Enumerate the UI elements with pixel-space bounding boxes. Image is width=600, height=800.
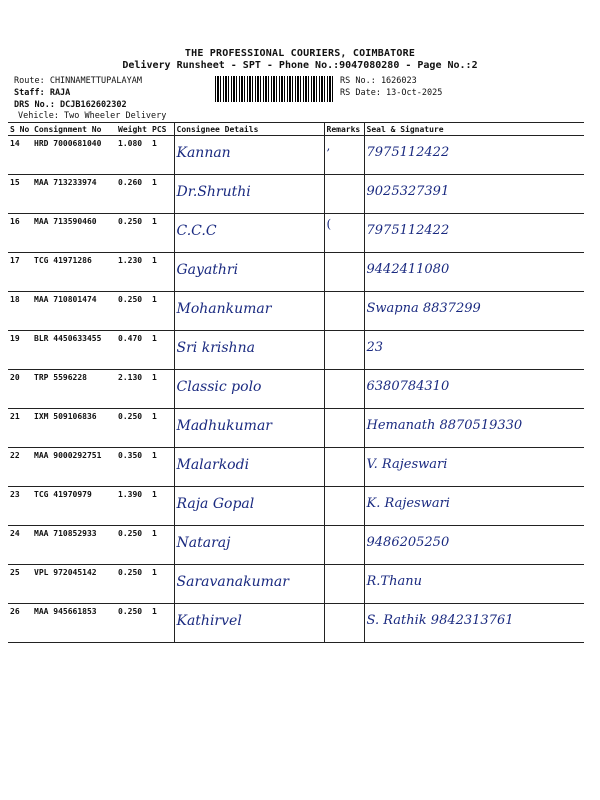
- cell-signature: [364, 214, 584, 253]
- handwritten-signature: 7975112422: [366, 223, 450, 238]
- cell-sno: 19: [8, 331, 32, 370]
- cell-pcs: 1: [150, 448, 174, 487]
- cell-signature: [364, 409, 584, 448]
- cell-weight: 0.350: [116, 448, 150, 487]
- table-row: [8, 370, 584, 409]
- company-title: THE PROFESSIONAL COURIERS, COIMBATORE: [184, 48, 416, 59]
- handwritten-signature: 6380784310: [366, 379, 450, 394]
- cell-weight: 1.230: [116, 253, 150, 292]
- cell-sno: 20: [8, 370, 32, 409]
- handwritten-consignee: Raja Gopal: [176, 496, 255, 512]
- cell-signature: [364, 331, 584, 370]
- col-sno: S No: [8, 123, 32, 136]
- handwritten-consignee: Nataraj: [176, 535, 231, 551]
- cell-consignment: MAA 9000292751: [32, 448, 116, 487]
- handwritten-signature: 7975112422: [366, 145, 450, 160]
- cell-remark: [324, 409, 364, 448]
- col-consignment: Consignment No: [32, 123, 116, 136]
- col-signature: Seal & Signature: [364, 123, 584, 136]
- cell-pcs: 1: [150, 253, 174, 292]
- table-row: [8, 292, 584, 331]
- cell-weight: 0.250: [116, 409, 150, 448]
- cell-sno: 25: [8, 565, 32, 604]
- col-consignee: Consignee Details: [174, 123, 324, 136]
- cell-sno: 17: [8, 253, 32, 292]
- staff-label: Staff: RAJA: [14, 88, 71, 98]
- cell-remark: [324, 565, 364, 604]
- cell-weight: 1.390: [116, 487, 150, 526]
- handwritten-consignee: Kannan: [176, 145, 231, 161]
- cell-pcs: 1: [150, 214, 174, 253]
- cell-remark: [324, 526, 364, 565]
- handwritten-consignee: Sri krishna: [176, 340, 255, 356]
- cell-weight: 2.130: [116, 370, 150, 409]
- cell-sno: 18: [8, 292, 32, 331]
- cell-signature: [364, 526, 584, 565]
- cell-pcs: 1: [150, 331, 174, 370]
- cell-consignee: [174, 292, 324, 331]
- table-row: [8, 175, 584, 214]
- cell-signature: [364, 565, 584, 604]
- cell-pcs: 1: [150, 292, 174, 331]
- cell-pcs: 1: [150, 604, 174, 643]
- cell-signature: [364, 136, 584, 175]
- cell-consignee: [174, 136, 324, 175]
- handwritten-signature: S. Rathik 9842313761: [366, 613, 514, 628]
- cell-remark: [324, 292, 364, 331]
- cell-consignment: MAA 713233974: [32, 175, 116, 214]
- cell-signature: [364, 487, 584, 526]
- cell-consignee: [174, 214, 324, 253]
- handwritten-signature: Swapna 8837299: [366, 301, 481, 316]
- cell-sno: 26: [8, 604, 32, 643]
- cell-signature: [364, 175, 584, 214]
- cell-weight: 0.250: [116, 604, 150, 643]
- cell-remark: [324, 175, 364, 214]
- cell-weight: 0.470: [116, 331, 150, 370]
- cell-remark: [324, 253, 364, 292]
- cell-consignment: TCG 41970979: [32, 487, 116, 526]
- col-remarks: Remarks: [324, 123, 364, 136]
- cell-consignee: [174, 448, 324, 487]
- cell-weight: 0.250: [116, 292, 150, 331]
- handwritten-remark: ,: [326, 139, 331, 153]
- table-row: [8, 526, 584, 565]
- cell-sno: 15: [8, 175, 32, 214]
- cell-signature: [364, 604, 584, 643]
- handwritten-consignee: Madhukumar: [176, 418, 272, 434]
- cell-sno: 16: [8, 214, 32, 253]
- cell-consignment: HRD 7000681040: [32, 136, 116, 175]
- cell-pcs: 1: [150, 565, 174, 604]
- cell-consignee: [174, 604, 324, 643]
- cell-consignee: [174, 409, 324, 448]
- cell-consignee: [174, 526, 324, 565]
- runsheet-table: [8, 122, 584, 643]
- cell-signature: [364, 253, 584, 292]
- handwritten-consignee: Kathirvel: [176, 613, 242, 629]
- col-pcs: PCS: [150, 123, 174, 136]
- handwritten-consignee: Saravanakumar: [176, 574, 289, 590]
- cell-weight: 0.260: [116, 175, 150, 214]
- cell-consignment: TRP 5596228: [32, 370, 116, 409]
- cell-signature: [364, 370, 584, 409]
- cell-pcs: 1: [150, 487, 174, 526]
- cell-weight: 1.080: [116, 136, 150, 175]
- table-row: [8, 136, 584, 175]
- cell-remark: [324, 370, 364, 409]
- cell-sno: 24: [8, 526, 32, 565]
- cell-remark: [324, 331, 364, 370]
- cell-consignment: MAA 713590460: [32, 214, 116, 253]
- table-row: [8, 331, 584, 370]
- handwritten-remark: (: [326, 217, 332, 231]
- table-row: [8, 448, 584, 487]
- cell-pcs: 1: [150, 175, 174, 214]
- rs-number: RS No.: 1626023: [340, 76, 417, 86]
- handwritten-signature: 9442411080: [366, 262, 450, 277]
- cell-consignee: [174, 253, 324, 292]
- table-header-row: [8, 123, 584, 136]
- cell-pcs: 1: [150, 526, 174, 565]
- cell-sno: 22: [8, 448, 32, 487]
- handwritten-consignee: C.C.C: [176, 223, 217, 239]
- table-row: [8, 604, 584, 643]
- table-row: [8, 253, 584, 292]
- cell-signature: [364, 448, 584, 487]
- handwritten-consignee: Classic polo: [176, 379, 262, 395]
- cell-consignee: [174, 487, 324, 526]
- handwritten-consignee: Gayathri: [176, 262, 239, 278]
- handwritten-signature: Hemanath 8870519330: [366, 418, 523, 433]
- cell-consignment: IXM 509106836: [32, 409, 116, 448]
- col-weight: Weight: [116, 123, 150, 136]
- cell-consignee: [174, 331, 324, 370]
- runsheet-subtitle: Delivery Runsheet - SPT - Phone No.:9047080280 - Page No.:2: [122, 60, 478, 71]
- cell-consignment: MAA 710852933: [32, 526, 116, 565]
- cell-sno: 14: [8, 136, 32, 175]
- drs-number: DRS No.: DCJB162602302: [14, 100, 127, 110]
- handwritten-signature: V. Rajeswari: [366, 457, 448, 472]
- cell-consignee: [174, 175, 324, 214]
- cell-consignment: VPL 972045142: [32, 565, 116, 604]
- cell-pcs: 1: [150, 136, 174, 175]
- cell-sno: 23: [8, 487, 32, 526]
- cell-weight: 0.250: [116, 526, 150, 565]
- handwritten-signature: 9486205250: [366, 535, 450, 550]
- cell-sno: 21: [8, 409, 32, 448]
- route-label: Route: CHINNAMETTUPALAYAM: [14, 76, 142, 86]
- cell-consignment: MAA 945661853: [32, 604, 116, 643]
- handwritten-consignee: Malarkodi: [176, 457, 250, 473]
- table-row: [8, 487, 584, 526]
- cell-remark: [324, 136, 364, 175]
- handwritten-signature: 9025327391: [366, 184, 450, 199]
- handwritten-consignee: Dr.Shruthi: [176, 184, 251, 200]
- cell-consignee: [174, 565, 324, 604]
- cell-remark: [324, 214, 364, 253]
- handwritten-consignee: Mohankumar: [176, 301, 272, 317]
- barcode: [215, 76, 335, 102]
- cell-weight: 0.250: [116, 214, 150, 253]
- handwritten-signature: K. Rajeswari: [366, 496, 450, 511]
- cell-remark: [324, 604, 364, 643]
- handwritten-signature: 23: [366, 340, 384, 355]
- cell-consignment: BLR 4450633455: [32, 331, 116, 370]
- table-row: [8, 409, 584, 448]
- cell-consignment: TCG 41971286: [32, 253, 116, 292]
- cell-signature: [364, 292, 584, 331]
- vehicle-label: Vehicle: Two Wheeler Delivery: [18, 111, 167, 121]
- cell-consignment: MAA 710801474: [32, 292, 116, 331]
- rs-date: RS Date: 13-Oct-2025: [340, 88, 443, 98]
- handwritten-signature: R.Thanu: [366, 574, 422, 589]
- cell-weight: 0.250: [116, 565, 150, 604]
- cell-consignee: [174, 370, 324, 409]
- table-row: [8, 214, 584, 253]
- cell-pcs: 1: [150, 370, 174, 409]
- cell-pcs: 1: [150, 409, 174, 448]
- cell-remark: [324, 448, 364, 487]
- table-row: [8, 565, 584, 604]
- cell-remark: [324, 487, 364, 526]
